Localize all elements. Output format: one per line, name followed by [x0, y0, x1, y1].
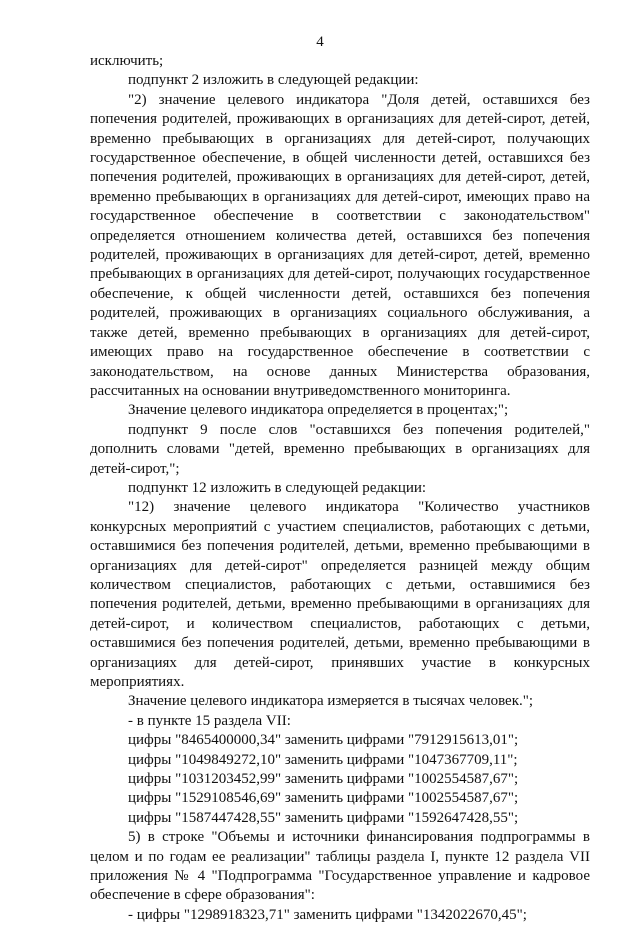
- paragraph: подпункт 9 после слов "оставшихся без попечения родителей," дополнить словами "детей, временно пребывающих в организациях для детей-сирот,";: [90, 421, 590, 477]
- document-body: [90, 52, 590, 925]
- paragraph: - в пункте 15 раздела VII:: [128, 712, 291, 729]
- paragraph: цифры "1049849272,10" заменить цифрами "1047367709,11";: [128, 751, 518, 768]
- paragraph: "12) значение целевого индикатора "Количество участников конкурсных мероприятий с участием специалистов, работающих с детьми, оставшимися без попечения родителей, детьми, временно пребывающими в организациях для детей-сирот" определяется разницей между общим количеством специалистов, работающих с детьми, оставшимися без попечения родителей, детьми, временно пребывающими в организациях для детей-сирот, и количеством специалистов, работающих с детьми, оставшимися без попечения родителей, детьми, временно пребывающими в организациях для детей-сирот, принявших участие в конкурсных мероприятиях.: [90, 499, 590, 690]
- paragraph: цифры "1031203452,99" заменить цифрами "1002554587,67";: [128, 771, 519, 788]
- paragraph: исключить;: [90, 53, 164, 69]
- paragraph: Значение целевого индикатора определяется в процентах;";: [128, 402, 509, 419]
- paragraph: "2) значение целевого индикатора "Доля детей, оставшихся без попечения родителей, проживающих в организациях для детей-сирот, детей, временно пребывающих в организациях для детей-сирот, получающих государственное обеспечение, в общей численности детей, оставшихся без попечения родителей, проживающих в организациях для детей-сирот, детей, временно пребывающих в организациях для детей-сирот, имеющих право на государственное обеспечение в соответствии с законодательством" определяется отношением количества детей, оставшихся без попечения родителей, проживающих в организациях для детей-сирот, детей, временно пребывающих в организациях для детей-сирот, получающих государственное обеспечение, к общей численности детей, оставшихся без попечения родителей, проживающих в организациях социального обслуживания, а также детей, временно пребывающих в организациях для детей-сирот, имеющих право на государственное обеспечение в соответствии с законодательством, на основе данных Министерства образования, рассчитанных на основании внутриведомственного мониторинга.: [90, 91, 590, 399]
- paragraph: - цифры "1298918323,71" заменить цифрами "1342022670,45";: [128, 906, 527, 923]
- page-number: 4: [316, 34, 324, 50]
- paragraph: цифры "8465400000,34" заменить цифрами "7912915613,01";: [128, 732, 519, 749]
- paragraph: цифры "1587447428,55" заменить цифрами "1592647428,55";: [128, 809, 519, 826]
- paragraph: 5) в строке "Объемы и источники финансирования подпрограммы в целом и по годам ее реализации" таблицы раздела I, пункте 12 раздела VII приложения № 4 "Подпрограмма "Государственное управление и кадровое обеспечение в сфере образования":: [90, 829, 590, 904]
- paragraph: подпункт 12 изложить в следующей редакции:: [128, 479, 427, 496]
- paragraph: цифры "1529108546,69" заменить цифрами "1002554587,67";: [128, 790, 519, 807]
- paragraph: подпункт 2 изложить в следующей редакции:: [128, 72, 419, 89]
- paragraph: Значение целевого индикатора измеряется в тысячах человек.";: [128, 693, 534, 710]
